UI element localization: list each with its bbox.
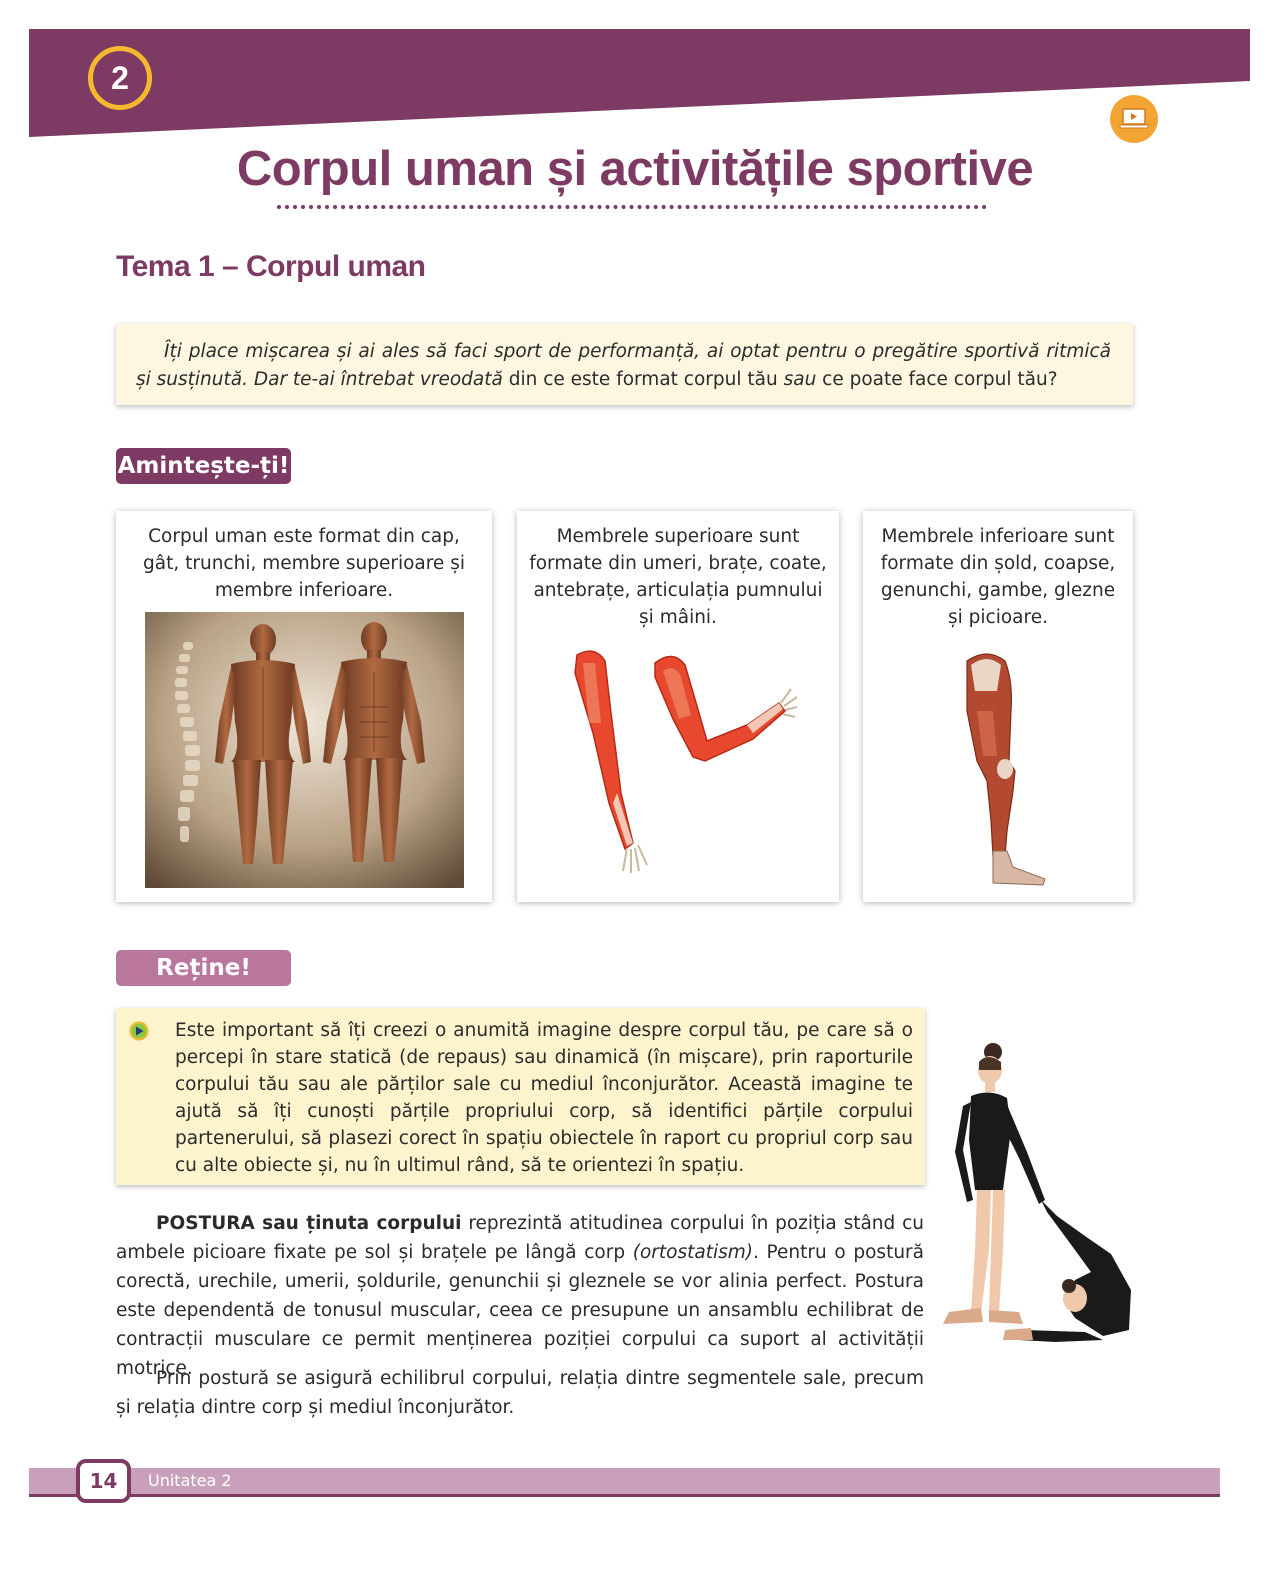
posture-text-2: . Pentru o postură corectă, urechile, umerii, șoldurile, genunchii și gleznele se vor alinia perfect. Postura este dependentă de tonusul muscular, ceea ce presupune un ansamblu echilibrat de contracții musculare ce permit menținerea poziției corpului ca suport al activității motrice. [116, 1242, 924, 1379]
posture-text: reprezintă atitudinea corpului în poziția stând cu ambele picioare fixate pe sol și brațele pe lângă corp [116, 1213, 924, 1263]
card-text: Membrele inferioare sunt formate din șold, coapse, genunchi, gambe, glezne și picioare. [880, 526, 1116, 628]
retain-text: Este important să îți creezi o anumită imagine despre corpul tău, pe care să o percepi în stare statică (de repaus) sau dinamică (în mișcare), prin raporturile corpului tău sau ale părților sale cu mediul înconjurător. Această imagine te ajută să îți cunoști părțile propriului corp, să identifici părțile corpului partenerului, să plasezi corect în spațiu obiectele în raport cu propriul corp sau cu alte obiecte și, nu în ultimul rând, să te orientezi în spațiu. [175, 1020, 913, 1176]
page-number: 14 [76, 1459, 131, 1503]
theme-heading: Tema 1 – Corpul uman [116, 250, 426, 283]
posture-term: POSTURA sau ținuta corpului [156, 1213, 462, 1234]
human-body-muscles-illustration [145, 612, 464, 888]
posture-italic: (ortostatism) [632, 1242, 753, 1263]
posture-paragraph [116, 1209, 924, 1383]
retain-label: Reține! [116, 950, 291, 986]
laptop-icon[interactable] [1110, 95, 1158, 143]
play-bullet-icon [129, 1021, 149, 1041]
leg-muscles-illustration [953, 651, 1053, 886]
arm-muscles-illustration [547, 643, 797, 883]
card-human-body [116, 511, 492, 902]
gymnasts-photo [935, 1040, 1140, 1360]
footer-line [29, 1494, 1220, 1497]
card-upper-limbs [517, 511, 839, 902]
intro-text-normal: din ce este format corpul tău [508, 369, 784, 390]
header-band [29, 29, 1250, 139]
intro-text-italic: Îți place mișcarea și ai ales să faci sport de performanță, ai optat pentru o pregătire sportivă ritmică și susținută. Dar te-ai întrebat vreodată [136, 341, 1111, 390]
retain-box [116, 1008, 925, 1185]
card-lower-limbs [863, 511, 1133, 902]
intro-box [116, 323, 1133, 405]
remember-label: Amintește-ți! [116, 448, 291, 484]
footer-unit-label: Unitatea 2 [148, 1471, 232, 1490]
unit-number-badge: 2 [88, 46, 152, 110]
intro-text-italic-2: sau [783, 369, 817, 390]
page-title: Corpul uman și activitățile sportive [236, 142, 1034, 196]
balance-paragraph: Prin postură se asigură echilibrul corpului, relația dintre segmentele sale, precum și relația dintre corp și mediul înconjurător. [116, 1368, 924, 1418]
card-text: Membrele superioare sunt formate din umeri, brațe, coate, antebrațe, articulația pumnului și mâini. [529, 526, 827, 628]
title-divider [277, 205, 987, 209]
intro-text-normal-2: ce poate face corpul tău? [816, 369, 1058, 390]
card-text: Corpul uman este format din cap, gât, trunchi, membre superioare și membre inferioare. [143, 526, 465, 601]
